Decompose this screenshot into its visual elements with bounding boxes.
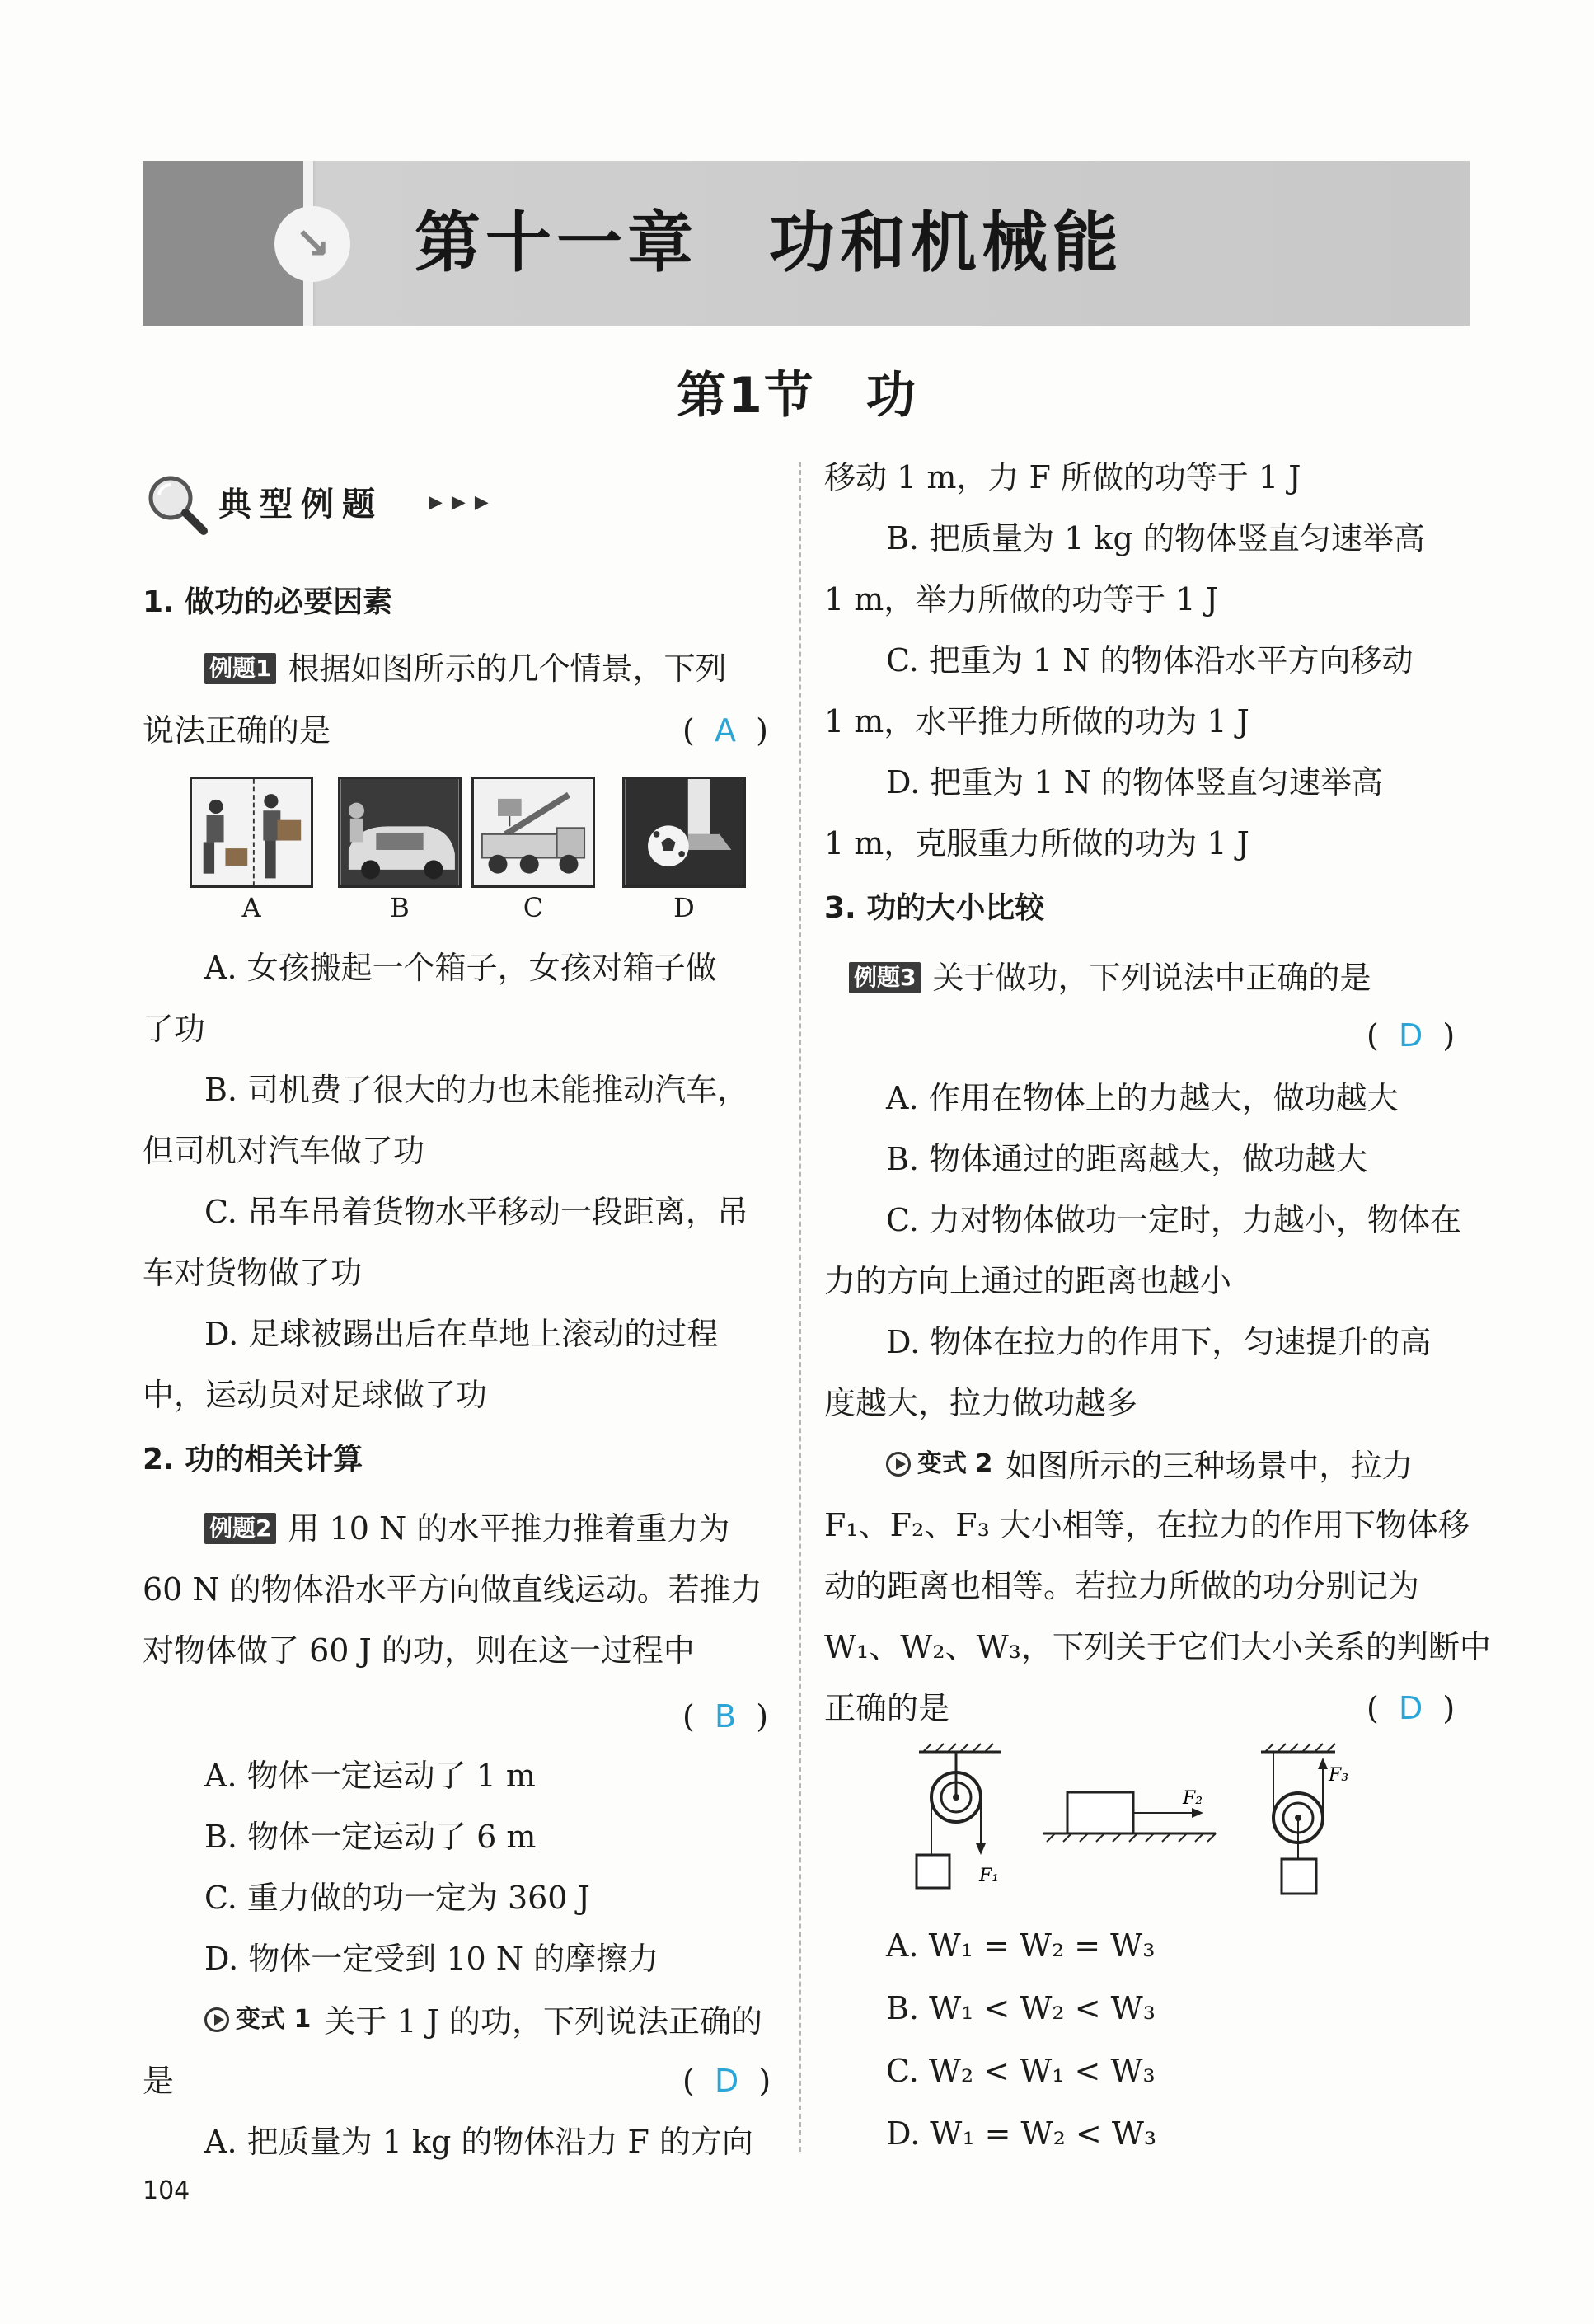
heading-1: 1. 做功的必要因素 <box>143 585 393 619</box>
example-2-option-c: C. 重力做的功一定为 360 J <box>204 1880 590 1916</box>
example-3-option-b: B. 物体通过的距离越大，做功越大 <box>886 1141 1368 1177</box>
example-1-option-b-2: 但司机对汽车做了功 <box>143 1133 425 1169</box>
example-1-stem <box>204 647 727 690</box>
section-title: 第1节 功 <box>677 367 917 425</box>
magnifier-icon <box>143 472 209 538</box>
variant-1-option-a-2: 移动 1 m，力 F 所做的功等于 1 J <box>824 459 1301 495</box>
pulley-force-figure <box>907 1739 1385 1921</box>
column-divider <box>799 462 801 2152</box>
variant-2-line-5: 正确的是 <box>824 1690 950 1726</box>
variant-2-line-4: W₁、W₂、W₃，下列关于它们大小关系的判断中 <box>824 1629 1491 1665</box>
page-number: 104 <box>143 2176 190 2205</box>
play-icon <box>886 1452 911 1477</box>
answer-letter: D <box>1398 1690 1423 1726</box>
play-icon <box>204 2007 229 2032</box>
answer-letter: D <box>714 2063 739 2099</box>
example-2-stem <box>204 1507 729 1550</box>
example-1-option-d-2: 中，运动员对足球做了功 <box>143 1377 488 1413</box>
example-1-option-a-1: A. 女孩搬起一个箱子，女孩对箱子做 <box>204 950 717 986</box>
variant-1-option-c-2: 1 m，水平推力所做的功为 1 J <box>824 703 1249 739</box>
variant-2-line-2: F₁、F₂、F₃ 大小相等，在拉力的作用下物体移 <box>824 1507 1470 1543</box>
variant-2-line-1: 如图所示的三种场景中，拉力 <box>1006 1448 1414 1484</box>
example-3-answer: ( D ) <box>1367 1017 1456 1054</box>
variant-1-option-d-2: 1 m，克服重力所做的功为 1 J <box>824 825 1249 862</box>
example-2-option-a: A. 物体一定运动了 1 m <box>204 1758 536 1794</box>
picture-label-b: B <box>390 892 410 923</box>
label-f3: F₃ <box>1329 1765 1349 1786</box>
variant-2-answer: ( D ) <box>1367 1690 1456 1726</box>
variant-2-label: 变式 2 <box>917 1449 993 1478</box>
example-1-option-c-1: C. 吊车吊着货物水平移动一段距离，吊 <box>204 1194 748 1230</box>
variant-1-stem <box>204 1998 762 2043</box>
example-2-line-3: 对物体做了 60 J 的功，则在这一过程中 <box>143 1632 695 1669</box>
example-1-option-d-1: D. 足球被踢出后在草地上滚动的过程 <box>204 1316 719 1352</box>
example-1-line-1: 根据如图所示的几个情景，下列 <box>288 650 727 687</box>
example-1-line-2: 说法正确的是 <box>143 712 331 749</box>
triangle-arrows-icon: ▶ ▶ ▶ <box>429 492 490 513</box>
example-2-tag: 例题2 <box>204 1513 276 1544</box>
picture-label-c: C <box>523 892 544 923</box>
variant-1-line-2: 是 <box>143 2063 175 2099</box>
variant-1-label: 变式 1 <box>236 2005 312 2034</box>
picture-a-girl-box <box>190 777 313 888</box>
variant-1-option-b-2: 1 m，举力所做的功等于 1 J <box>824 581 1218 617</box>
example-2-line-2: 60 N 的物体沿水平方向做直线运动。若推力 <box>143 1571 762 1608</box>
picture-b-car-push <box>338 777 462 888</box>
example-1-option-a-2: 了功 <box>143 1011 206 1047</box>
label-f1: F₁ <box>979 1866 1000 1886</box>
example-3-option-c-2: 力的方向上通过的距离也越小 <box>824 1263 1232 1299</box>
arrow-icon: ↘ <box>274 206 350 282</box>
example-2-answer: ( B ) <box>682 1698 769 1735</box>
scene-3-movable-pulley <box>1261 1744 1335 1894</box>
variant-2-option-c: C. W₂ < W₁ < W₃ <box>886 2053 1156 2089</box>
example-1-option-c-2: 车对货物做了功 <box>143 1255 363 1291</box>
example-3-option-c-1: C. 力对物体做功一定时，力越小，物体在 <box>886 1202 1461 1238</box>
variant-1-line-1: 关于 1 J 的功，下列说法正确的 <box>324 2003 762 2040</box>
variant-2-tag <box>886 1443 992 1486</box>
heading-2: 2. 功的相关计算 <box>143 1443 363 1477</box>
example-3-option-a: A. 作用在物体上的力越大，做功越大 <box>886 1080 1399 1116</box>
variant-1-answer: ( D ) <box>682 2063 771 2099</box>
variant-2-option-d: D. W₁ = W₂ < W₃ <box>886 2115 1157 2152</box>
variant-2-line-3: 动的距离也相等。若拉力所做的功分别记为 <box>824 1568 1420 1604</box>
example-2-option-d: D. 物体一定受到 10 N 的摩擦力 <box>204 1941 659 1977</box>
typical-examples-label: 典型例题 <box>218 486 383 523</box>
picture-c-crane-truck <box>471 777 595 888</box>
answer-letter: B <box>714 1698 737 1735</box>
answer-letter: A <box>714 712 736 749</box>
chapter-title: 第十一章 功和机械能 <box>415 204 1123 281</box>
example-3-option-d-1: D. 物体在拉力的作用下，匀速提升的高 <box>886 1324 1432 1360</box>
label-f2: F₂ <box>1183 1788 1203 1809</box>
variant-1-option-d-1: D. 把重为 1 N 的物体竖直匀速举高 <box>886 764 1383 800</box>
example-2-line-1: 用 10 N 的水平推力推着重力为 <box>288 1510 730 1547</box>
variant-1-tag <box>204 1998 311 2041</box>
heading-3: 3. 功的大小比较 <box>824 891 1045 925</box>
example-3-tag: 例题3 <box>849 962 921 993</box>
answer-letter: D <box>1398 1017 1423 1054</box>
picture-label-a: A <box>241 892 261 923</box>
example-1-tag: 例题1 <box>204 653 276 684</box>
picture-label-d: D <box>673 892 695 923</box>
variant-2-option-b: B. W₁ < W₂ < W₃ <box>886 1990 1156 2026</box>
example-3-stem <box>849 956 1371 999</box>
chapter-banner <box>143 161 1470 326</box>
variant-2-stem <box>886 1443 1413 1487</box>
variant-1-option-a-1: A. 把质量为 1 kg 的物体沿力 F 的方向 <box>204 2124 753 2160</box>
variant-1-option-b-1: B. 把质量为 1 kg 的物体竖直匀速举高 <box>886 520 1425 556</box>
example-3-option-d-2: 度越大，拉力做功越多 <box>824 1385 1138 1421</box>
example-1-answer: ( A ) <box>682 712 768 749</box>
variant-2-option-a: A. W₁ = W₂ = W₃ <box>886 1927 1156 1964</box>
picture-d-football-kick <box>622 777 746 888</box>
example-1-option-b-1: B. 司机费了很大的力也未能推动汽车， <box>204 1072 749 1108</box>
example-3-line-1: 关于做功，下列说法中正确的是 <box>932 960 1371 996</box>
example-2-option-b: B. 物体一定运动了 6 m <box>204 1819 537 1855</box>
variant-1-option-c-1: C. 把重为 1 N 的物体沿水平方向移动 <box>886 642 1414 678</box>
